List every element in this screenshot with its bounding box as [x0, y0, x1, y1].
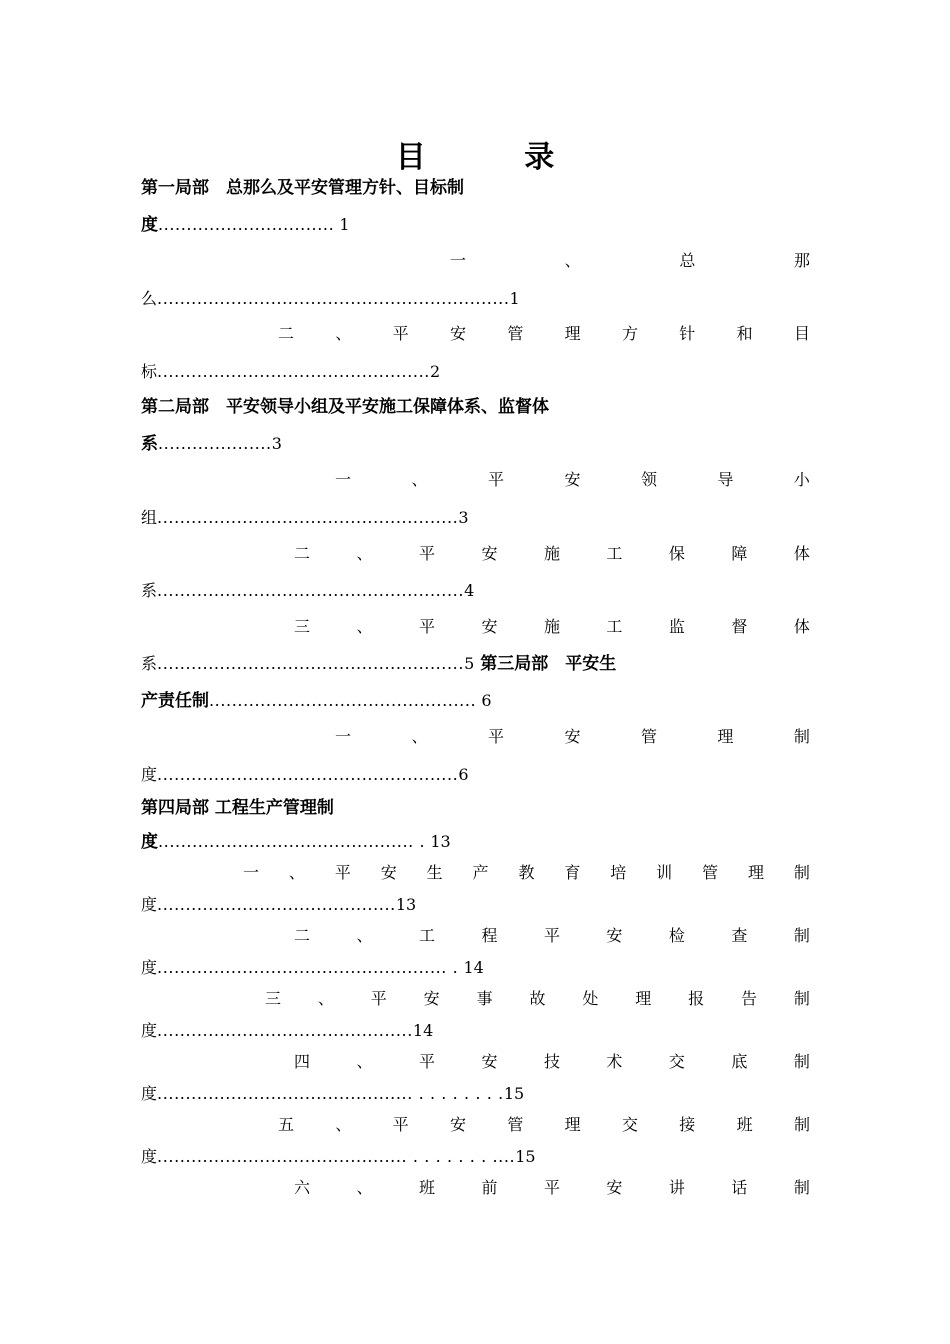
subentry-char: 底	[731, 1052, 748, 1071]
toc-subentry-text	[294, 1177, 810, 1199]
entry-lead: 度	[141, 215, 158, 235]
subentry-char: 故	[529, 989, 546, 1008]
subentry-char: 平	[392, 1115, 409, 1134]
toc-entry[interactable]	[141, 507, 810, 529]
toc-entry[interactable]	[141, 1146, 810, 1168]
subentry-char: 针	[679, 324, 696, 343]
subentry-char: 术	[606, 1052, 623, 1071]
subentry-char: 平	[370, 989, 387, 1008]
entry-page-number: 1	[334, 215, 350, 234]
subentry-char: 班	[736, 1115, 753, 1134]
entry-leader-dots: ..........................................	[157, 895, 396, 914]
subentry-char: 导	[717, 470, 734, 489]
subentry-char: 交	[668, 1052, 685, 1071]
toc-section-heading	[141, 797, 810, 819]
entry-leader-dots: ................................................... .	[157, 958, 459, 977]
entry-lead: 组	[141, 508, 158, 527]
entry-lead: 度	[141, 832, 158, 852]
subentry-char: 安	[449, 324, 466, 343]
subentry-char: 班	[418, 1178, 435, 1197]
toc-entry[interactable]	[141, 288, 810, 310]
subentry-char: 理	[564, 324, 581, 343]
entry-lead: 系	[141, 581, 158, 600]
toc-section-heading	[141, 396, 810, 418]
subentry-char: 事	[476, 989, 493, 1008]
entry-page-number: 13	[395, 895, 417, 914]
subentry-char: 五	[278, 1115, 295, 1134]
subentry-char: 前	[481, 1178, 498, 1197]
entry-lead: 度	[141, 1084, 158, 1103]
entry-page-number: 14	[412, 1021, 434, 1040]
subentry-char: 二	[294, 544, 311, 563]
entry-page-number: 13	[425, 832, 451, 851]
entry-leader-dots: ................................................	[157, 362, 430, 381]
subentry-char: 那	[793, 251, 810, 270]
subentry-char: 三	[294, 617, 311, 636]
toc-entry[interactable]	[141, 361, 810, 383]
subentry-char: 和	[736, 324, 753, 343]
subentry-char: 育	[564, 863, 581, 882]
subentry-char: 施	[543, 544, 560, 563]
entry-leader-dots: ..............................................................	[157, 289, 510, 308]
subentry-char: 制	[793, 989, 810, 1008]
subentry-char: 制	[793, 727, 810, 746]
subentry-char: 一	[335, 727, 352, 746]
toc-subentry-text	[243, 862, 810, 884]
toc-section-heading	[141, 177, 810, 199]
subentry-char: 管	[640, 727, 657, 746]
toc-entry[interactable]	[141, 894, 810, 916]
entry-leader-dots: ...............................	[158, 215, 335, 234]
subentry-char: 平	[418, 1052, 435, 1071]
subentry-char: 技	[543, 1052, 560, 1071]
entry-page-number: 5	[464, 654, 475, 673]
subentry-char: 管	[507, 1115, 524, 1134]
subentry-char: 体	[793, 544, 810, 563]
toc-subentry-text	[265, 988, 810, 1010]
entry-leader-dots: .....................................................	[157, 508, 459, 527]
entry-page-number: 15	[515, 1147, 536, 1166]
subentry-char: 理	[635, 989, 652, 1008]
subentry-char: 工	[606, 544, 623, 563]
subentry-char: 小	[793, 470, 810, 489]
entry-lead: 系	[141, 434, 158, 454]
entry-page-number: 2	[429, 362, 441, 381]
entry-lead: 度	[141, 1147, 158, 1166]
entry-lead: 么	[141, 289, 158, 308]
subentry-char: 报	[688, 989, 705, 1008]
toc-subentry-text	[294, 543, 810, 565]
subentry-char: 三	[265, 989, 282, 1008]
subentry-char: 平	[487, 727, 504, 746]
next-section-heading: 第三局部 平安生	[480, 654, 617, 674]
subentry-char: 、	[356, 617, 373, 636]
toc-entry[interactable]	[141, 764, 810, 786]
subentry-char: 理	[717, 727, 734, 746]
subentry-char: 理	[747, 863, 764, 882]
subentry-char: 、	[335, 1115, 352, 1134]
subentry-char: 平	[418, 617, 435, 636]
subentry-char: 安	[606, 1178, 623, 1197]
subentry-char: 安	[481, 617, 498, 636]
subentry-char: 产	[472, 863, 489, 882]
subentry-char: 、	[411, 727, 428, 746]
toc-entry[interactable]	[141, 214, 810, 236]
entry-lead: 度	[141, 765, 158, 784]
subentry-char: 安	[564, 727, 581, 746]
subentry-char: 、	[356, 544, 373, 563]
subentry-char: 平	[487, 470, 504, 489]
subentry-char: 体	[793, 617, 810, 636]
entry-page-number: 6	[476, 691, 492, 710]
subentry-char: 平	[392, 324, 409, 343]
subentry-char: 安	[564, 470, 581, 489]
toc-title: 目 录	[395, 140, 599, 175]
entry-page-number: 6	[458, 765, 469, 784]
subentry-char: 管	[702, 863, 719, 882]
subentry-char: 接	[679, 1115, 696, 1134]
entry-page-number: 4	[464, 581, 475, 600]
subentry-char: 生	[426, 863, 443, 882]
subentry-char: 、	[356, 1052, 373, 1071]
subentry-char: 二	[278, 324, 295, 343]
subentry-char: 目	[793, 324, 810, 343]
entry-page-number: 3	[271, 434, 282, 453]
subentry-char: 制	[793, 1115, 810, 1134]
entry-leader-dots: ....................	[158, 434, 272, 453]
subentry-char: 安	[481, 544, 498, 563]
subentry-char: 平	[334, 863, 351, 882]
subentry-char: 工	[418, 926, 435, 945]
subentry-char: 告	[741, 989, 758, 1008]
entry-leader-dots: ......................................................	[157, 654, 465, 673]
subentry-char: 、	[411, 470, 428, 489]
section-text: 第一局部 总那么及平安管理方针、目标制	[141, 178, 464, 198]
section-text: 第二局部 平安领导小组及平安施工保障体系、监督体	[141, 397, 549, 417]
entry-page-number: 1	[509, 289, 520, 308]
subentry-char: 、	[317, 989, 334, 1008]
toc-subentry-text	[294, 616, 810, 638]
subentry-char: 培	[610, 863, 627, 882]
toc-subentry-text	[335, 469, 810, 491]
subentry-char: 方	[621, 324, 638, 343]
subentry-char: 施	[543, 617, 560, 636]
entry-lead: 产责任制	[141, 691, 209, 711]
toc-entry[interactable]	[141, 580, 810, 602]
subentry-char: 四	[294, 1052, 311, 1071]
subentry-char: 障	[731, 544, 748, 563]
subentry-char: 平	[543, 926, 560, 945]
entry-leader-dots: ............................................. . . . . . . . .	[157, 1084, 504, 1103]
subentry-char: 训	[656, 863, 673, 882]
subentry-char: 一	[243, 863, 260, 882]
entry-lead: 度	[141, 895, 158, 914]
toc-entry[interactable]	[141, 831, 810, 853]
subentry-char: 理	[564, 1115, 581, 1134]
subentry-char: 、	[335, 324, 352, 343]
toc-entry[interactable]	[141, 433, 810, 455]
subentry-char: 查	[731, 926, 748, 945]
subentry-char: 交	[621, 1115, 638, 1134]
subentry-char: 二	[294, 926, 311, 945]
subentry-char: 平	[418, 544, 435, 563]
subentry-char: 、	[356, 926, 373, 945]
entry-leader-dots: .............................................	[157, 1021, 413, 1040]
subentry-char: 六	[294, 1178, 311, 1197]
toc-subentry-text	[278, 323, 810, 345]
subentry-char: 安	[423, 989, 440, 1008]
toc-entry[interactable]	[141, 957, 810, 979]
subentry-char: 领	[640, 470, 657, 489]
subentry-char: 制	[793, 1178, 810, 1197]
entry-lead: 度	[141, 958, 158, 977]
subentry-char: 总	[679, 251, 696, 270]
toc-entry[interactable]	[141, 1083, 810, 1105]
subentry-char: 安	[606, 926, 623, 945]
subentry-char: 督	[731, 617, 748, 636]
entry-lead: 度	[141, 1021, 158, 1040]
toc-subentry-text	[278, 1114, 810, 1136]
toc-entry[interactable]	[141, 653, 810, 675]
entry-leader-dots: ............................................ . . . . . . . ....	[157, 1147, 516, 1166]
subentry-char: 处	[582, 989, 599, 1008]
subentry-char: 、	[288, 863, 305, 882]
subentry-char: 一	[450, 251, 467, 270]
entry-page-number: 14	[458, 958, 484, 977]
subentry-char: 监	[668, 617, 685, 636]
entry-page-number: 15	[503, 1084, 525, 1103]
subentry-char: 制	[793, 926, 810, 945]
entry-leader-dots: ......................................................	[157, 581, 465, 600]
toc-subentry-text	[294, 925, 810, 947]
entry-leader-dots: ............................................. .	[158, 832, 426, 851]
subentry-char: 保	[668, 544, 685, 563]
toc-entry[interactable]	[141, 690, 810, 712]
entry-lead: 系	[141, 654, 158, 673]
section-text: 第四局部 工程生产管理制	[141, 798, 334, 818]
toc-entry[interactable]	[141, 1020, 810, 1042]
subentry-char: 程	[481, 926, 498, 945]
subentry-char: 一	[335, 470, 352, 489]
subentry-char: 工	[606, 617, 623, 636]
toc-subentry-text	[294, 1051, 810, 1073]
entry-leader-dots: .....................................................	[157, 765, 459, 784]
subentry-char: 检	[668, 926, 685, 945]
subentry-char: 、	[564, 251, 581, 270]
subentry-char: 平	[543, 1178, 560, 1197]
subentry-char: 安	[449, 1115, 466, 1134]
subentry-char: 制	[793, 863, 810, 882]
subentry-char: 安	[481, 1052, 498, 1071]
subentry-char: 、	[356, 1178, 373, 1197]
entry-leader-dots: ...............................................	[209, 691, 477, 710]
subentry-char: 管	[507, 324, 524, 343]
subentry-char: 安	[380, 863, 397, 882]
subentry-char: 讲	[668, 1178, 685, 1197]
toc-subentry-text	[335, 726, 810, 748]
entry-lead: 标	[141, 362, 158, 381]
entry-page-number: 3	[458, 508, 469, 527]
subentry-char: 教	[518, 863, 535, 882]
subentry-char: 制	[793, 1052, 810, 1071]
subentry-char: 话	[731, 1178, 748, 1197]
toc-subentry-text	[450, 250, 810, 272]
